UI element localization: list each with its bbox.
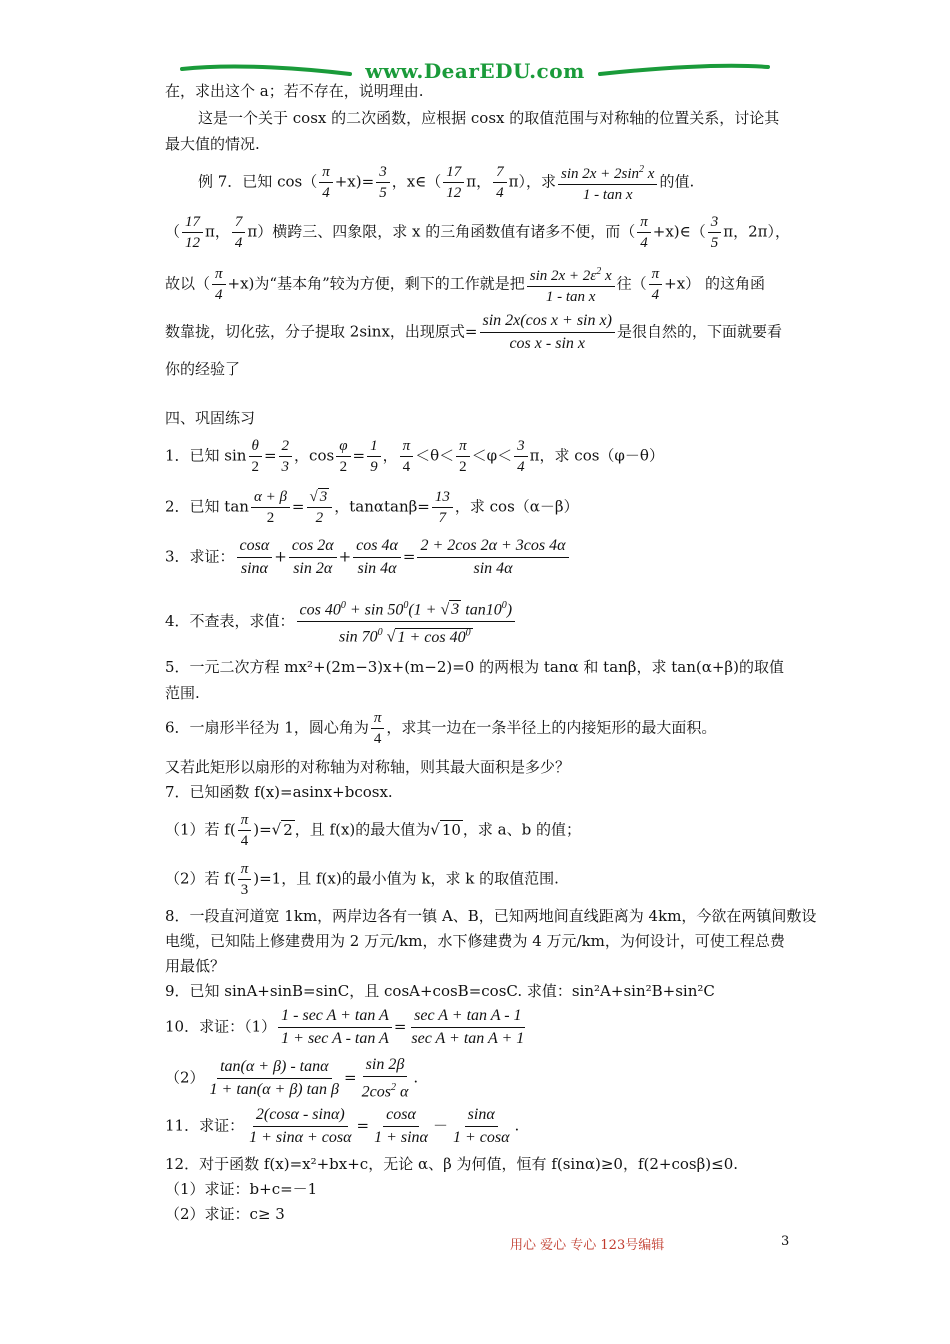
example-7-line-4: 数靠拢，切化弦，分子提取 2sinx，出现原式= $\frac{\text{sin 2x(cos x + sin x)}}{\text{cos x - sin x}}$ 是很自然的，下面就要看 <box>165 312 782 352</box>
question-7-part-2: （2）若 f( $\frac{\pi}{3}$ )=1，且 f(x)的最小值为 k，求 k 的取值范围. <box>165 861 559 898</box>
footer-credit: 用心 爱心 专心 123号编辑 <box>510 1238 665 1253</box>
question-11: 11．求证： $\frac{2(\cos\alpha - \sin\alpha)}{1 + \sin\alpha + \cos\alpha}$ = $\frac{\cos\alpha}{1 + \sin\alpha}$ － $\frac{\sin\alpha}{1 + \cos\alpha}$ . <box>165 1106 520 1146</box>
question-10-part-2: （2） $\frac{\tan(\alpha + \beta) - \tan\alpha}{\text{1 + tan(α + β) tan β}}$ = $\frac{\sin 2\beta}{2\cos^2 \alpha}$ . <box>165 1056 419 1101</box>
example-7-line-2: （ $\frac{17}{12}$ π， $\frac{7}{4}$ π）横跨三、四象限，求 x 的三角函数值有诸多不便，而（ $\frac{\pi}{4}$ +x)∈（ $\frac{3}{5}$ π，2π）， <box>165 214 790 251</box>
question-8-line-1: 8．一段直河道宽 1km，两岸边各有一镇 A、B，已知两地间直线距离为 4km，今欲在两镇间敷设 <box>165 907 817 925</box>
question-6-line-2: 又若此矩形以扇形的对称轴为对称轴，则其最大面积是多少？ <box>165 758 571 776</box>
question-8-line-3: 用最低？ <box>165 957 226 975</box>
example-7-line-3: 故以（ $\frac{\pi}{4}$ +x)为“基本角”较为方便，剩下的工作就是把 $\frac{\sin 2x + 2\varepsilon^2 x}{\text{1 - tan x}}$ 往（ $\frac{\pi}{4}$ +x） 的这角函 <box>165 262 765 307</box>
question-12-part-2: （2）求证：c≥ 3 <box>165 1205 285 1223</box>
question-7-part-1: （1）若 f( $\frac{\pi}{4}$ )=√ 2 ，且 f(x)的最大值为√ 10 ，求 a、b 的值； <box>165 812 581 849</box>
paragraph-explain-2: 最大值的情况. <box>165 135 260 153</box>
question-5-line-2: 范围. <box>165 684 200 702</box>
question-2: 2．已知 tan $\frac{\alpha + \beta}{2}$ = $\frac{√ 3}{2}$ ，tanαtanβ= $\frac{13}{7}$ ，求 cos（α－β） <box>165 489 579 526</box>
question-6: 6．一扇形半径为 1，圆心角为 $\frac{\pi}{4}$ ，求其一边在一条半径上的内接矩形的最大面积。 <box>165 710 717 747</box>
question-8-line-2: 电缆，已知陆上修建费用为 2 万元/km，水下修建费为 4 万元/km，为何设计，可使工程总费 <box>165 932 785 950</box>
page-number: 3 <box>781 1234 790 1249</box>
site-logo: www.DearEDU.com <box>365 59 585 83</box>
question-9: 9．已知 sinA+sinB=sinC，且 cosA+cosB=cosC. 求值：sin²A+sin²B+sin²C <box>165 982 715 1000</box>
question-1: 1．已知 sin $\frac{\theta}{2}$ = $\frac{2}{3}$ ，cos $\frac{\varphi}{2}$ = $\frac{1}{9}$ ， $\frac{\pi}{4}$ ＜θ＜ $\frac{\pi}{2}$ ＜φ＜ $\frac{3}{4}$ π，求 cos（φ－θ） <box>165 438 664 475</box>
question-7-title: 7．已知函数 f(x)=asinx+bcosx. <box>165 783 393 801</box>
question-12-title: 12．对于函数 f(x)=x²+bx+c，无论 α、β 为何值，恒有 f(sinα)≥0，f(2+cosβ)≤0. <box>165 1155 739 1173</box>
paragraph-intro: 在，求出这个 a；若不存在，说明理由. <box>165 82 424 100</box>
section-heading: 四、巩固练习 <box>165 409 256 427</box>
question-12-part-1: （1）求证：b+c=－1 <box>165 1180 318 1198</box>
paragraph-explain-1: 这是一个关于 cosx 的二次函数，应根据 cosx 的取值范围与对称轴的位置关系，讨论其 <box>198 109 780 127</box>
question-4: 4．不查表，求值： $\frac{\cos 40^0 + \sin 50^0(1 + √ 3 \tan 10^0)}{\sin 70^0 √ 1 + \cos 40^0}$ <box>165 595 517 649</box>
question-10-part-1: 10．求证：（1） 1 - sec A + tan A 1 + sec A - tan A = sec A + tan A - 1 sec A + tan A + 1 <box>165 1007 525 1047</box>
example-7-line-5: 你的经验了 <box>165 360 241 378</box>
question-5-line-1: 5．一元二次方程 mx²+(2m−3)x+(m−2)=0 的两根为 tanα 和 tanβ，求 tan(α+β)的取值 <box>165 658 784 676</box>
example-7-statement: 例 7．已知 cos（ $\frac{\pi}{4}$ +x)= $\frac{3}{5}$ ，x∈（ $\frac{17}{12}$ π， $\frac{7}{4}$ π），求 $\frac{\sin 2x + 2\sin^2 x}{\text{1 - tan x}}$ 的值. <box>198 160 694 205</box>
question-3: 3．求证： $\frac{\cos\alpha}{\sin\alpha}$ + $\frac{\cos 2\alpha}{\sin 2\alpha}$ + $\frac{\cos 4\alpha}{\sin 4\alpha}$ = $\frac{2 + 2\cos 2\alpha + 3\cos 4\alpha}{\sin 4\alpha}$ <box>165 535 571 580</box>
